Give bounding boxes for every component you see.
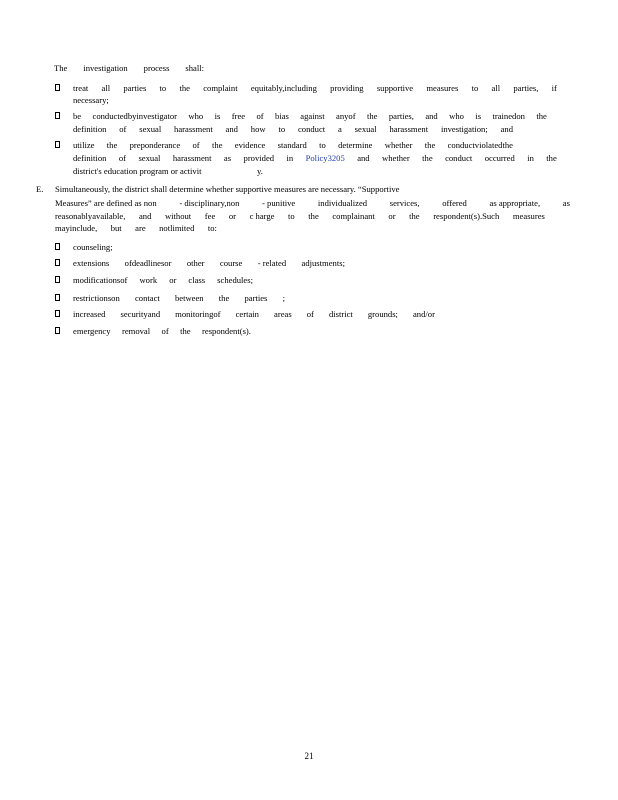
policy-link[interactable]: Policy3205 [305,153,345,163]
word: evidence [234,140,266,150]
list-item [73,275,253,285]
word: increased [73,309,106,319]
bullet-marker [55,327,60,334]
bullet-marker [55,112,60,119]
word: to [471,83,479,93]
word: adjustments; [301,258,345,268]
word: definition [73,153,107,163]
word: - disciplinary,non [179,198,240,208]
word: individualized [317,198,368,208]
word: counseling; [73,242,113,252]
word: is [214,111,221,121]
word: of [256,111,264,121]
word: against [300,111,325,121]
word: and [138,211,152,221]
section-marker: E. [36,184,44,194]
word: if [551,83,557,93]
word: class [188,275,206,285]
word: and [357,153,370,163]
word: are [135,223,146,233]
section-e-line-4 [55,223,217,233]
word: in [286,153,294,163]
bullet-1-line-2: necessary; [73,95,109,105]
word: the [218,293,230,303]
bullet-3-line-3-end: y. [257,166,263,176]
word: investigation [83,63,128,73]
word: shall: [185,63,204,73]
word: measures [426,83,459,93]
word: conductedbyinvestigator [92,111,177,121]
word: the [179,83,190,93]
bullet-2-line-2 [73,124,513,134]
word: work [139,275,158,285]
word: grounds; [367,309,398,319]
word: provided [243,153,275,163]
word: whether [384,140,413,150]
word: notlimited [159,223,195,233]
list-item [73,258,345,268]
word: to [288,211,295,221]
bullet-marker [55,84,60,91]
word: utilize [73,140,95,150]
bullet-marker [55,259,60,266]
word: monitoringof [175,309,221,319]
word: to [278,124,286,134]
word: c harge [249,211,275,221]
word: to [319,140,326,150]
word: anyof [336,111,356,121]
bullet-marker [55,310,60,317]
word: areas [274,309,292,319]
word: ; [282,293,285,303]
list-item [73,326,251,336]
word: providing [330,83,364,93]
word: and [500,124,513,134]
word: investigation; [440,124,488,134]
word: schedules; [217,275,253,285]
word: sexual [139,124,162,134]
bullet-3-line-2 [73,153,557,163]
word: in [527,153,534,163]
word: supportive [376,83,414,93]
word: who [449,111,464,121]
word: modificationsof [73,275,128,285]
word: - related [257,258,287,268]
word: the [366,111,378,121]
word: sexual [138,153,161,163]
word: preponderance [129,140,181,150]
word: the [536,111,547,121]
word: removal [121,326,151,336]
word: of [119,124,127,134]
word: standard [277,140,307,150]
word: contact [134,293,160,303]
word: parties [244,293,268,303]
word: course [219,258,243,268]
word: parties, [513,83,539,93]
word: the [546,153,557,163]
bullet-3-line-3: district's education program or activit [73,166,202,176]
word: ofdeadlinesor [124,258,172,268]
word: reasonablyavailable, [55,211,126,221]
intro-line [54,63,204,73]
word: all [101,83,111,93]
word: of [192,140,200,150]
word: all [491,83,501,93]
word: the [424,140,436,150]
word: to [159,83,167,93]
word: process [143,63,170,73]
word: as [223,153,232,163]
word: free [231,111,246,121]
word: who [188,111,204,121]
word: district [328,309,353,319]
word: be [73,111,82,121]
word: the [211,140,223,150]
word: fee [204,211,216,221]
word: bias [275,111,289,121]
word: as [562,198,570,208]
section-e-line-3 [55,211,545,221]
word: between [174,293,204,303]
word: to: [207,223,217,233]
word: conductviolatedthe [447,140,513,150]
word: without [164,211,192,221]
word: the [422,153,433,163]
word: as appropriate, [489,198,541,208]
word: complainant [332,211,375,221]
word: of [118,153,127,163]
bullet-marker [55,276,60,283]
section-e-line-2 [55,198,570,208]
word: sexual [354,124,377,134]
word: trainedon [492,111,525,121]
list-item [73,309,435,319]
word: and [225,124,238,134]
word: - punitive [262,198,296,208]
word: a [338,124,342,134]
word: restrictionson [73,293,120,303]
word: respondent(s). [202,326,251,336]
word: of [161,326,169,336]
word: harassment [174,124,213,134]
bullet-marker [55,294,60,301]
bullet-1-line-1 [73,83,557,93]
word: the [409,211,420,221]
word: determine [338,140,373,150]
word: harassment [172,153,212,163]
word: Measures” are defined as non [55,198,157,208]
word: is [475,111,482,121]
word: services, [389,198,420,208]
word: the [106,140,118,150]
section-e-line-1: Simultaneously, the district shall determine whether supportive measures are necessary. “Supportive [55,184,400,194]
word: and [425,111,438,121]
word: or [169,275,177,285]
list-item [73,242,113,252]
word: of [306,309,314,319]
word: the [308,211,319,221]
word: and/or [412,309,435,319]
word: respondent(s).Such [433,211,500,221]
word: securityand [120,309,161,319]
word: definition [73,124,107,134]
bullet-marker [55,243,60,250]
list-item [73,293,285,303]
word: parties [123,83,147,93]
word: whether [382,153,410,163]
bullet-2-line-1 [73,111,547,121]
bullet-3-line-1 [73,140,513,150]
word: conduct [445,153,473,163]
word: The [54,63,68,73]
word: measures [512,211,545,221]
page-number: 21 [304,751,314,761]
word: mayinclude, [55,223,98,233]
word: complaint [203,83,238,93]
word: treat [73,83,89,93]
word: other [186,258,205,268]
word: the [180,326,191,336]
word: offered [442,198,467,208]
word: extensions [73,258,110,268]
word: emergency [73,326,111,336]
word: occurred [484,153,515,163]
word: or [388,211,396,221]
word: parties, [388,111,414,121]
word: equitably,including [250,83,317,93]
word: harassment [389,124,429,134]
word: conduct [297,124,326,134]
word: or [228,211,236,221]
word: certain [235,309,259,319]
word: but [110,223,122,233]
bullet-marker [55,141,60,148]
word: how [250,124,266,134]
